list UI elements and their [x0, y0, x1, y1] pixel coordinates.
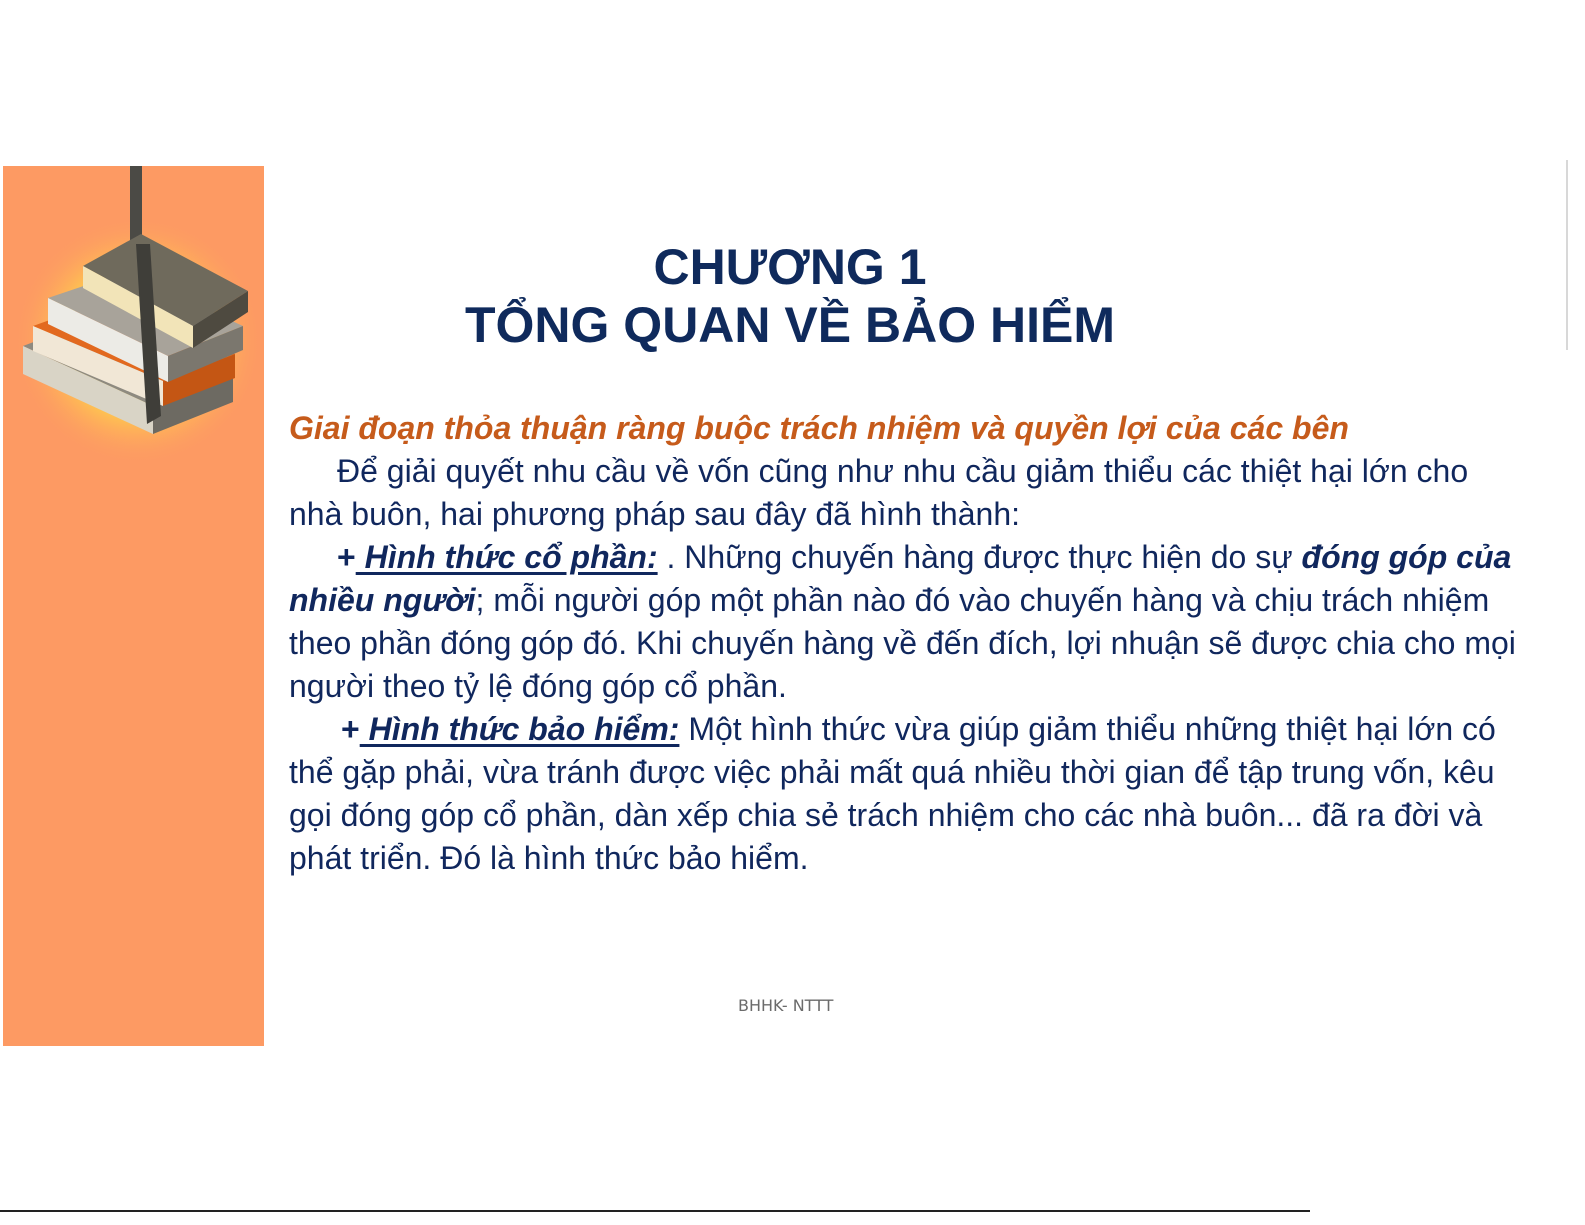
stack-of-books-icon	[3, 166, 264, 466]
chapter-title: TỔNG QUAN VỀ BẢO HIỂM	[464, 297, 1116, 353]
list-item-co-phan	[289, 536, 1519, 708]
intro-text: Để giải quyết nhu cầu về vốn cũng như nhu cầu giảm thiểu các thiệt hại lớn cho nhà buôn, hai phương pháp sau đây đã hình thành:	[289, 453, 1469, 532]
item-text: ; mỗi người góp một phần nào đó vào chuyến hàng và chịu trách nhiệm theo phần đóng góp đó. Khi chuyến hàng về đến đích, lợi nhuận sẽ được chia cho mọi người theo tỷ lệ đóng góp cổ phần.	[289, 582, 1516, 704]
divider	[0, 1210, 1310, 1212]
plus-marker: +	[337, 539, 356, 575]
term-bao-hiem: Hình thức bảo hiểm:	[359, 711, 680, 747]
slide-body	[289, 407, 1519, 880]
chapter-number: CHƯƠNG 1	[653, 239, 927, 295]
divider	[1566, 160, 1568, 350]
list-item-bao-hiem	[289, 708, 1519, 880]
intro-paragraph	[289, 450, 1519, 536]
side-panel	[3, 166, 264, 1046]
term-co-phan: Hình thức cổ phần:	[355, 539, 658, 575]
slide-footer: BHHK- NTTT	[738, 996, 834, 1015]
item-text: Một hình thức vừa giúp giảm thiểu những thiệt hại lớn có thể gặp phải, vừa tránh được việc phải mất quá nhiều thời gian để tập trung vốn, kêu gọi đóng góp cổ phần, dàn xếp chia sẻ trách nhiệm cho các nhà buôn... đã ra đời và phát triển. Đó là hình thức bảo hiểm.	[289, 711, 1496, 876]
plus-marker: +	[341, 711, 360, 747]
slide-title	[290, 238, 1290, 354]
section-subheading: Giai đoạn thỏa thuận ràng buộc trách nhiệm và quyền lợi của các bên	[289, 410, 1349, 446]
emphasis-text: đóng góp của nhiều người	[289, 539, 1512, 618]
item-text: . Những chuyến hàng được thực hiện do sự	[657, 539, 1302, 575]
